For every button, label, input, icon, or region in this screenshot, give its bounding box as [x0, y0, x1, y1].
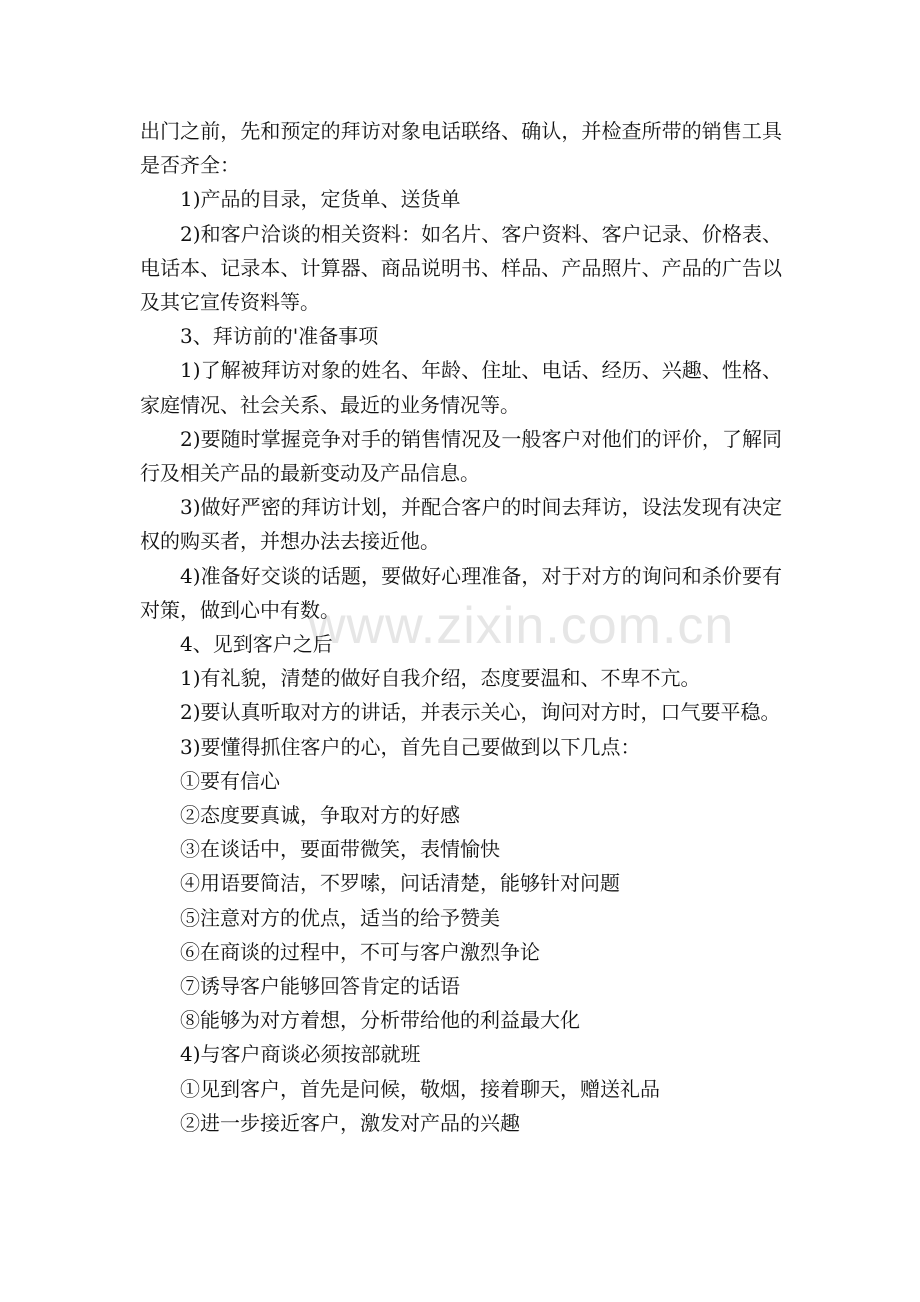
list-item: 3)做好严密的拜访计划，并配合客户的时间去拜访，设法发现有决定权的购买者，并想办法去接近他。 [140, 495, 782, 554]
sub-list-item: ③在谈话中，要面带微笑，表情愉快 [180, 837, 500, 862]
sub-list-item: ②进一步接近客户，激发对产品的兴趣 [180, 1110, 520, 1135]
sub-list-item: ④用语要简洁，不罗嗦，问话清楚，能够针对问题 [180, 871, 620, 896]
list-item: 1)了解被拜访对象的姓名、年龄、住址、电话、经历、兴趣、性格、家庭情况、社会关系、最近的业务情况等。 [140, 358, 782, 417]
watermark: www.zixin.com.cn [308, 597, 735, 655]
list-item: 4)与客户商谈必须按部就班 [180, 1042, 421, 1067]
sub-list-item: ⑤注意对方的优点，适当的给予赞美 [180, 905, 500, 930]
list-item: 4)准备好交谈的话题，要做好心理准备，对于对方的询问和杀价要有对策，做到心中有数。 [140, 563, 782, 622]
list-item: 2)和客户洽谈的相关资料：如名片、客户资料、客户记录、价格表、电话本、记录本、计算器、商品说明书、样品、产品照片、产品的广告以及其它宣传资料等。 [140, 221, 782, 315]
paragraph: 出门之前，先和预定的拜访对象电话联络、确认，并检查所带的销售工具是否齐全： [140, 119, 782, 178]
sub-list-item: ⑦诱导客户能够回答肯定的话语 [180, 974, 460, 999]
sub-list-item: ⑧能够为对方着想，分析带给他的利益最大化 [180, 1008, 580, 1033]
list-item: 1)产品的目录，定货单、送货单 [180, 187, 461, 212]
sub-list-item: ①要有信心 [180, 768, 280, 793]
sub-list-item: ②态度要真诚，争取对方的好感 [180, 803, 460, 828]
document-body [140, 114, 782, 1140]
list-item: 2)要认真听取对方的讲话，并表示关心，询问对方时，口气要平稳。 [180, 700, 781, 725]
section-heading: 3、拜访前的'准备事项 [180, 324, 379, 349]
sub-list-item: ⑥在商谈的过程中，不可与客户激烈争论 [180, 939, 540, 964]
list-item: 1)有礼貌，清楚的做好自我介绍，态度要温和、不卑不亢。 [180, 666, 701, 691]
list-item: 2)要随时掌握竞争对手的销售情况及一般客户对他们的评价，了解同行及相关产品的最新变动及产品信息。 [140, 426, 782, 486]
section-heading: 4、见到客户之后 [180, 632, 333, 657]
sub-list-item: ①见到客户，首先是问候，敬烟，接着聊天，赠送礼品 [180, 1076, 660, 1101]
list-item: 3)要懂得抓住客户的心，首先自己要做到以下几点： [180, 734, 641, 759]
